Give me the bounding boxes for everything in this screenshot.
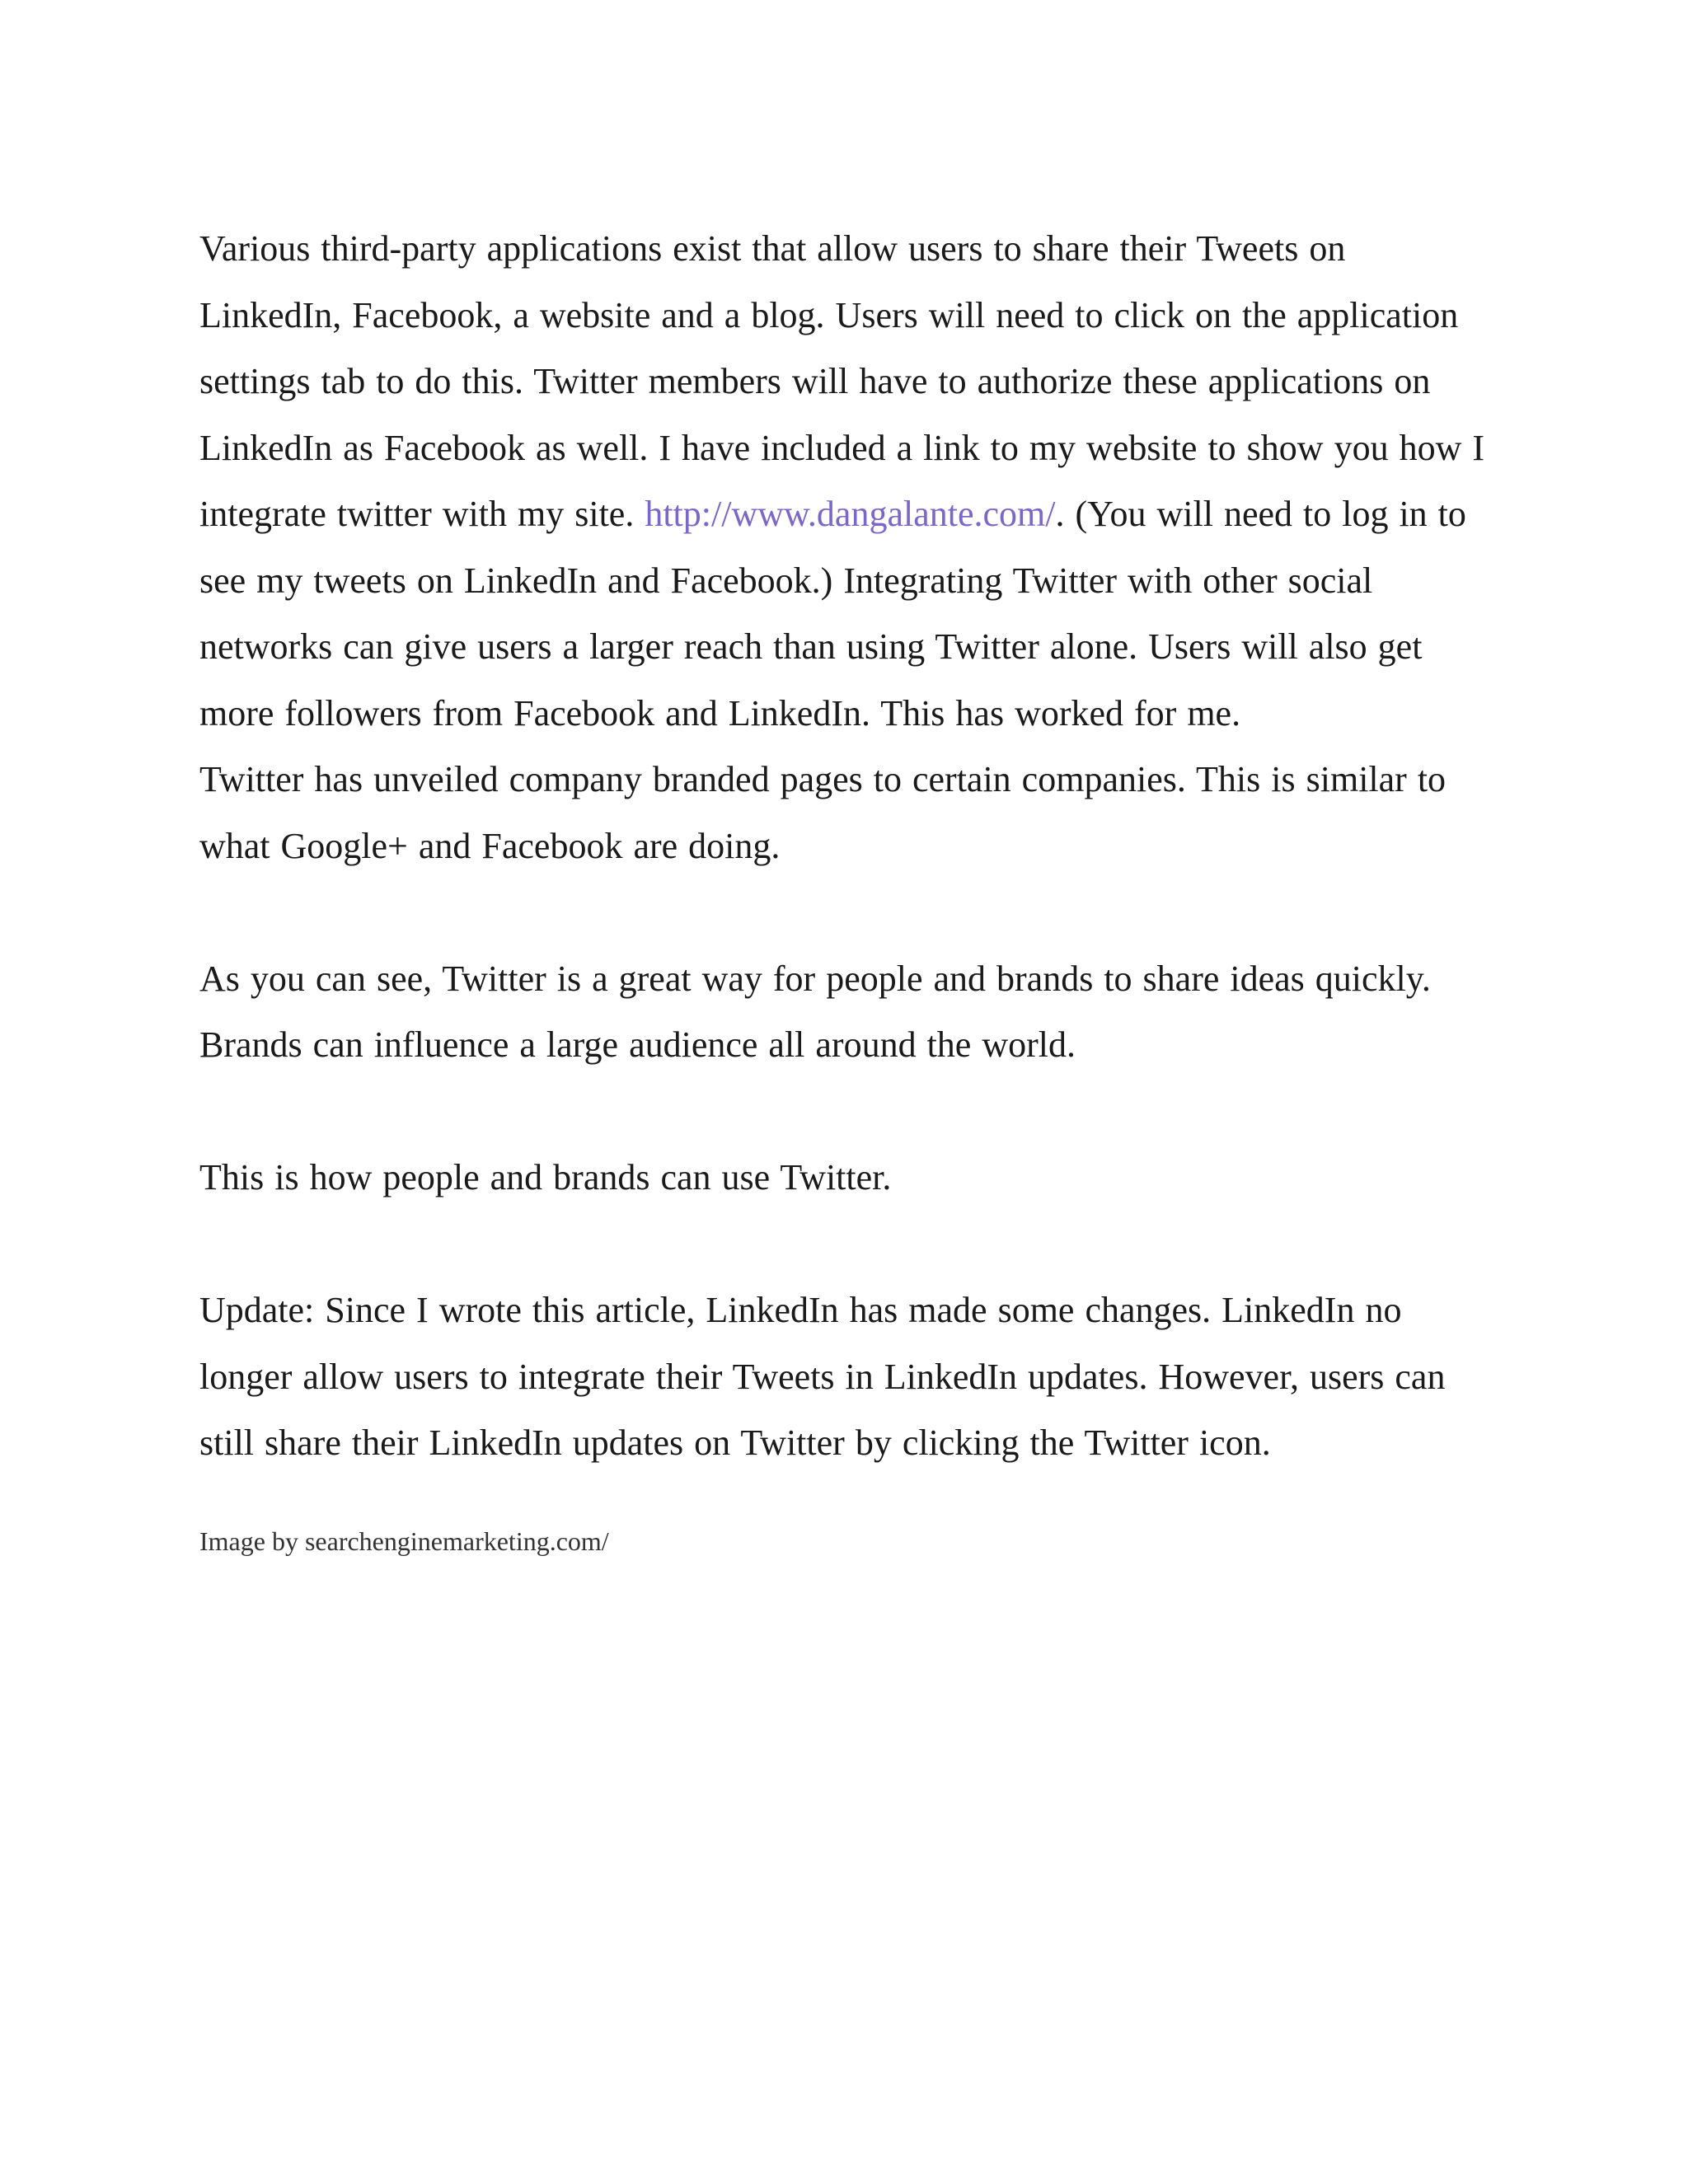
website-link[interactable]: http://www.dangalante.com/	[645, 494, 1056, 534]
paragraph-3	[199, 1145, 1518, 1212]
paragraph-2	[199, 946, 1518, 1079]
text-line: see my tweets on LinkedIn and Facebook.) Integrating Twitter with other social	[199, 560, 1373, 601]
paragraph-4	[199, 1277, 1518, 1477]
text-line: This is how people and brands can use Twitter.	[199, 1157, 892, 1197]
text-line: what Google+ and Facebook are doing.	[199, 825, 781, 866]
text-line: networks can give users a larger reach than using Twitter alone. Users will also get	[199, 626, 1423, 667]
text-line: Twitter has unveiled company branded pages to certain companies. This is similar to	[199, 759, 1447, 799]
text-line: Various third-party applications exist that allow users to share their Tweets on	[199, 228, 1346, 269]
text-line: settings tab to do this. Twitter members will have to authorize these applications on	[199, 361, 1431, 401]
text-segment: integrate twitter with my site.	[199, 494, 645, 534]
paragraph-spacer	[199, 879, 1518, 946]
image-credit: Image by searchenginemarketing.com/	[199, 1526, 609, 1556]
paragraph-spacer	[199, 1212, 1518, 1278]
text-line: Brands can influence a large audience all around the world.	[199, 1024, 1076, 1065]
text-line: more followers from Facebook and LinkedIn. This has worked for me.	[199, 692, 1241, 733]
text-line: As you can see, Twitter is a great way for people and brands to share ideas quickly.	[199, 958, 1431, 999]
text-line: still share their LinkedIn updates on Twitter by clicking the Twitter icon.	[199, 1422, 1271, 1463]
article-body	[199, 216, 1518, 1477]
paragraph-1	[199, 216, 1518, 879]
text-line: longer allow users to integrate their Tweets in LinkedIn updates. However, users can	[199, 1356, 1446, 1397]
text-line-with-link	[199, 481, 1518, 548]
paragraph-spacer	[199, 1079, 1518, 1146]
text-line: LinkedIn as Facebook as well. I have included a link to my website to show you how I	[199, 427, 1485, 468]
text-line: Update: Since I wrote this article, LinkedIn has made some changes. LinkedIn no	[199, 1290, 1402, 1330]
text-segment: . (You will need to log in to	[1055, 494, 1466, 534]
text-line: LinkedIn, Facebook, a website and a blog. Users will need to click on the application	[199, 294, 1459, 335]
